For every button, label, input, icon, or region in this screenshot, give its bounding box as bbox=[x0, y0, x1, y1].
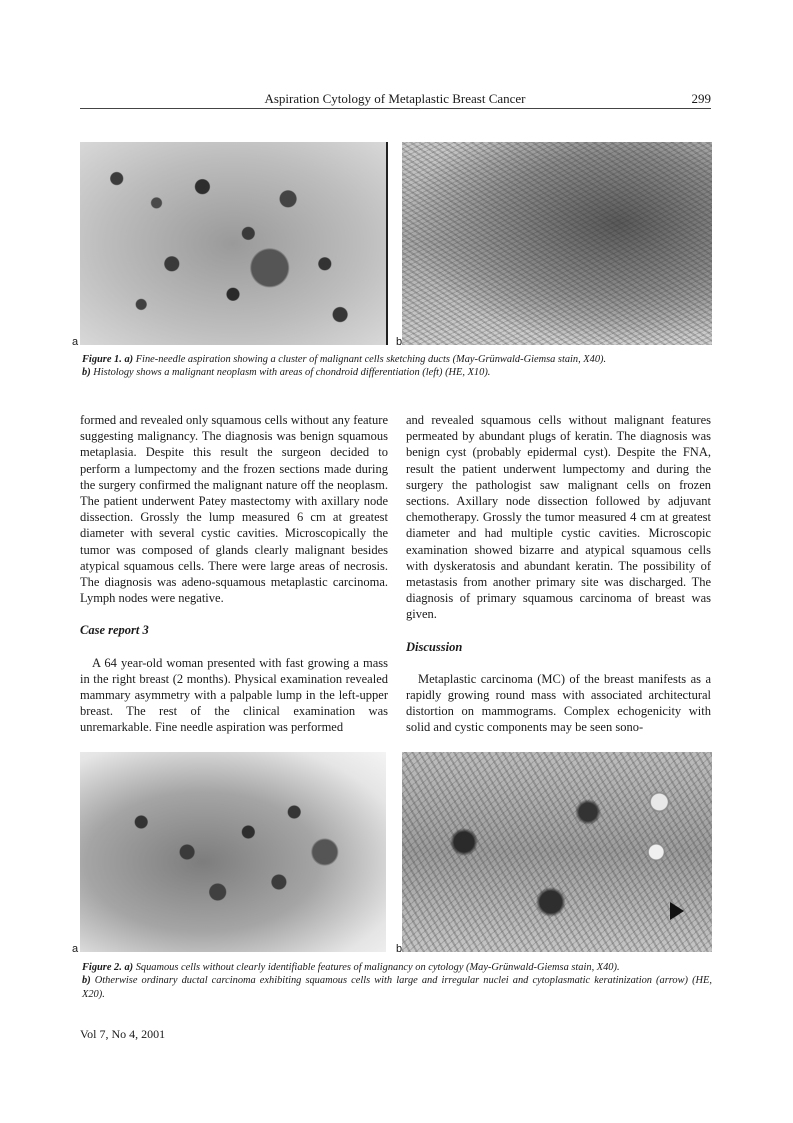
figure-1-caption-b-label: b) bbox=[82, 367, 91, 379]
figure-1-caption bbox=[82, 353, 712, 380]
figure-1-caption-b-text: Histology shows a malignant neoplasm with areas of chondroid differentiation (left) (HE, X10). bbox=[90, 367, 491, 379]
figure-2-caption-a-text: Squamous cells without clearly identifiable features of malignancy on cytology (May-Grünwald-Giemsa stain, X40). bbox=[133, 962, 620, 973]
right-paragraph-1: and revealed squamous cells without malignant features permeated by abundant plugs of keratin. The diagnosis was benign cyst (probably epidermal cyst). Despite the FNA, result the patient underwent lumpectomy and during the surgery the pathologist saw malignant cells on frozen sections. Axillary node dissection followed by adjuvant chemotherapy. Grossly the tumor measured 4 cm at greatest diameter and had multiple cystic cavities. Microscopic examination showed bizarre and atypical squamous cells with dyskeratosis and abundant keratin. The possibility of metastasis from another primary site was discharged. The diagnosis of primary squamous carcinoma of breast was given. bbox=[406, 413, 711, 622]
figure-2a-letter: a bbox=[72, 943, 79, 955]
left-paragraph-1: formed and revealed only squamous cells without any feature suggesting malignancy. The diagnosis was benign squamous metaplasia. Despite this result the surgeon decided to perform a lumpectomy and the frozen sections made during the surgery confirmed the malignant nature off the neoplasm. The patient underwent Patey mastectomy with axillary node dissection. Grossly the lump measured 6 cm at greatest diameter with several cystic cavities. Microscopically the tumor was composed of glands clearly malignant besides atypical squamous cells. There were large areas of necrosis. The diagnosis was adeno-squamous metaplastic carcinoma. Lymph nodes were negative. bbox=[80, 413, 388, 606]
figure-2-caption bbox=[82, 961, 712, 1001]
figure-2-caption-b-label: b) bbox=[82, 975, 91, 987]
figure-1-caption-label: Figure 1. bbox=[82, 354, 122, 365]
figure-1-caption-a-text: Fine-needle aspiration showing a cluster of malignant cells sketching ducts (May-Grünwald-Giemsa stain, X40). bbox=[133, 354, 607, 365]
figure-1-caption-a-label: a) bbox=[124, 354, 134, 365]
figure-1b-letter: b bbox=[396, 336, 403, 348]
panel-divider bbox=[386, 142, 388, 345]
figure-2b-micrograph bbox=[402, 752, 712, 952]
figure-2 bbox=[80, 752, 712, 954]
figure-2-caption-b-text: Otherwise ordinary ductal carcinoma exhibiting squamous cells with large and irregular nuclei and cytoplasmatic keratinization (arrow) (HE, X20). bbox=[82, 975, 712, 1000]
figure-2b-letter: b bbox=[396, 943, 403, 955]
figure-2a-micrograph bbox=[80, 752, 386, 952]
left-column bbox=[80, 412, 388, 736]
section-heading-case-report-3: Case report 3 bbox=[80, 623, 149, 638]
right-column bbox=[406, 412, 711, 736]
figure-1a-letter: a bbox=[72, 336, 79, 348]
right-paragraph-2: Metaplastic carcinoma (MC) of the breast manifests as a rapidly growing round mass with associated architectural distortion on mammograms. Complex echogenicity with solid and cystic components may be seen sono- bbox=[406, 671, 711, 735]
figure-1a-micrograph bbox=[80, 142, 386, 345]
figure-1 bbox=[80, 142, 712, 347]
figure-2-caption-a-label: a) bbox=[124, 962, 134, 973]
section-heading-discussion: Discussion bbox=[406, 639, 463, 654]
page-number: 299 bbox=[691, 91, 711, 106]
left-paragraph-2: A 64 year-old woman presented with fast growing a mass in the right breast (2 months). Physical examination revealed mammary asymmetry with a palpable lump in the left-upper breast. The rest of the clinical examination was unremarkable. Fine needle aspiration was performed bbox=[80, 655, 388, 735]
figure-2-caption-label: Figure 2. bbox=[82, 962, 122, 973]
journal-issue-footer: Vol 7, No 4, 2001 bbox=[80, 1027, 166, 1041]
figure-1b-micrograph bbox=[402, 142, 712, 345]
running-header-title: Aspiration Cytology of Metaplastic Breast Cancer bbox=[264, 91, 526, 106]
header-rule bbox=[80, 108, 711, 109]
arrow-icon bbox=[670, 902, 684, 920]
